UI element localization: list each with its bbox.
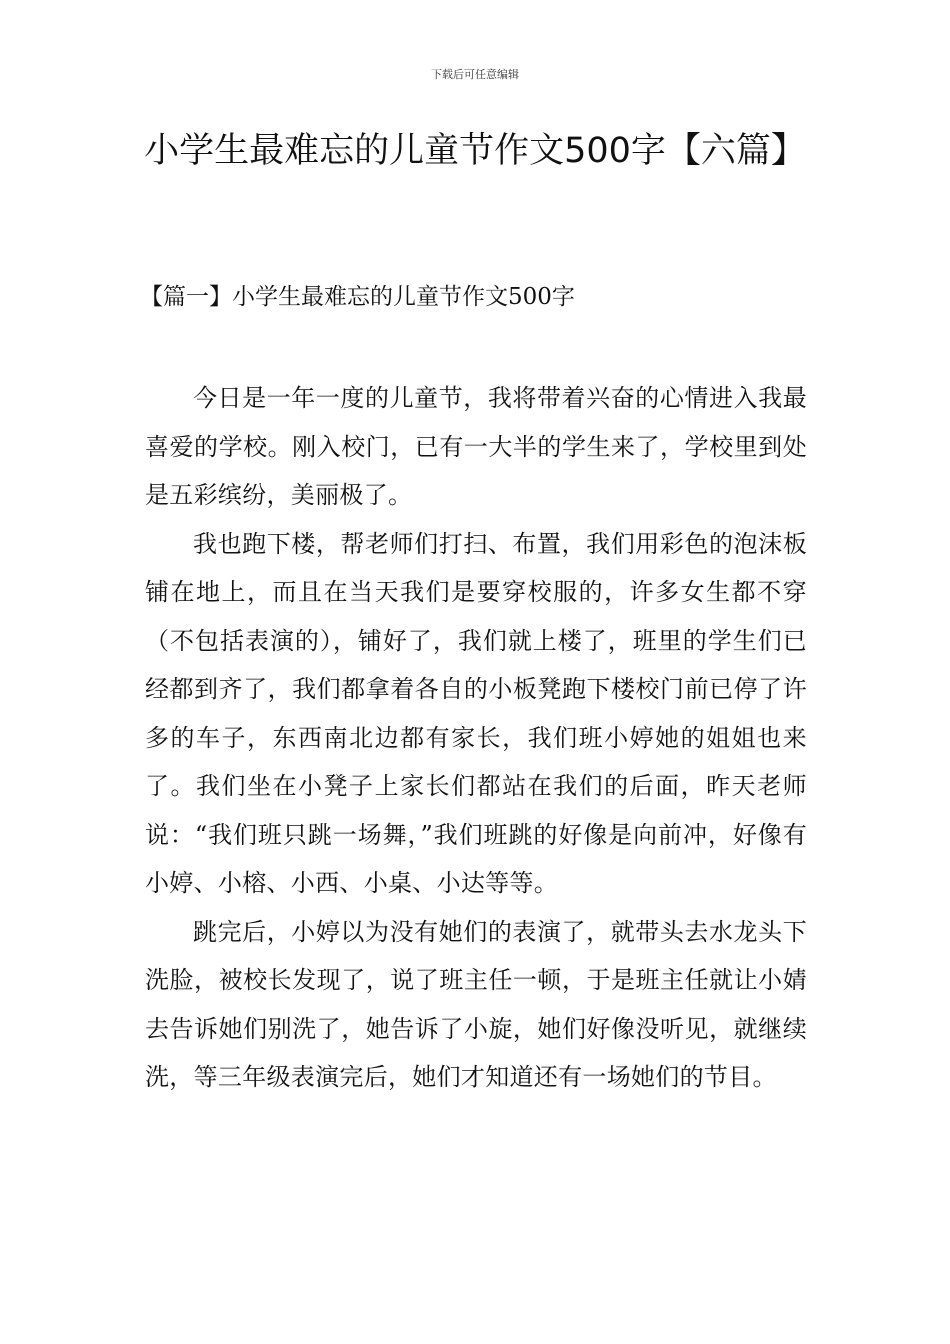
article-body — [145, 374, 807, 1102]
document-title: 小学生最难忘的儿童节作文500字【六篇】 — [144, 131, 806, 171]
paragraph-3: 跳完后，小婷以为没有她们的表演了，就带头去水龙头下洗脸，被校长发现了，说了班主任一顿，于是班主任就让小婧去告诉她们别洗了，她告诉了小旋，她们好像没听见，就继续洗，等三年级表演完后，她们才知道还有一场她们的节目。 — [145, 917, 807, 1091]
section-heading: 【篇一】小学生最难忘的儿童节作文500字 — [140, 284, 575, 310]
header-note: 下载后可任意编辑 — [431, 68, 519, 81]
paragraph-2: 我也跑下楼，帮老师们打扫、布置，我们用彩色的泡沫板铺在地上，而且在当天我们是要穿校服的，许多女生都不穿（不包括表演的），铺好了，我们就上楼了，班里的学生们已经都到齐了，我们都拿着各自的小板凳跑下楼校门前已停了许多的车子，东西南北边都有家长，我们班小婷她的姐姐也来了。我们坐在小凳子上家长们都站在我们的后面，昨天老师说：“我们班只跳一场舞，”我们班跳的好像是向前冲，好像有小婷、小榕、小西、小桌、小达等等。 — [145, 529, 807, 897]
paragraph-1: 今日是一年一度的儿童节，我将带着兴奋的心情进入我最喜爱的学校。刚入校门，已有一大半的学生来了，学校里到处是五彩缤纷，美丽极了。 — [145, 384, 807, 509]
